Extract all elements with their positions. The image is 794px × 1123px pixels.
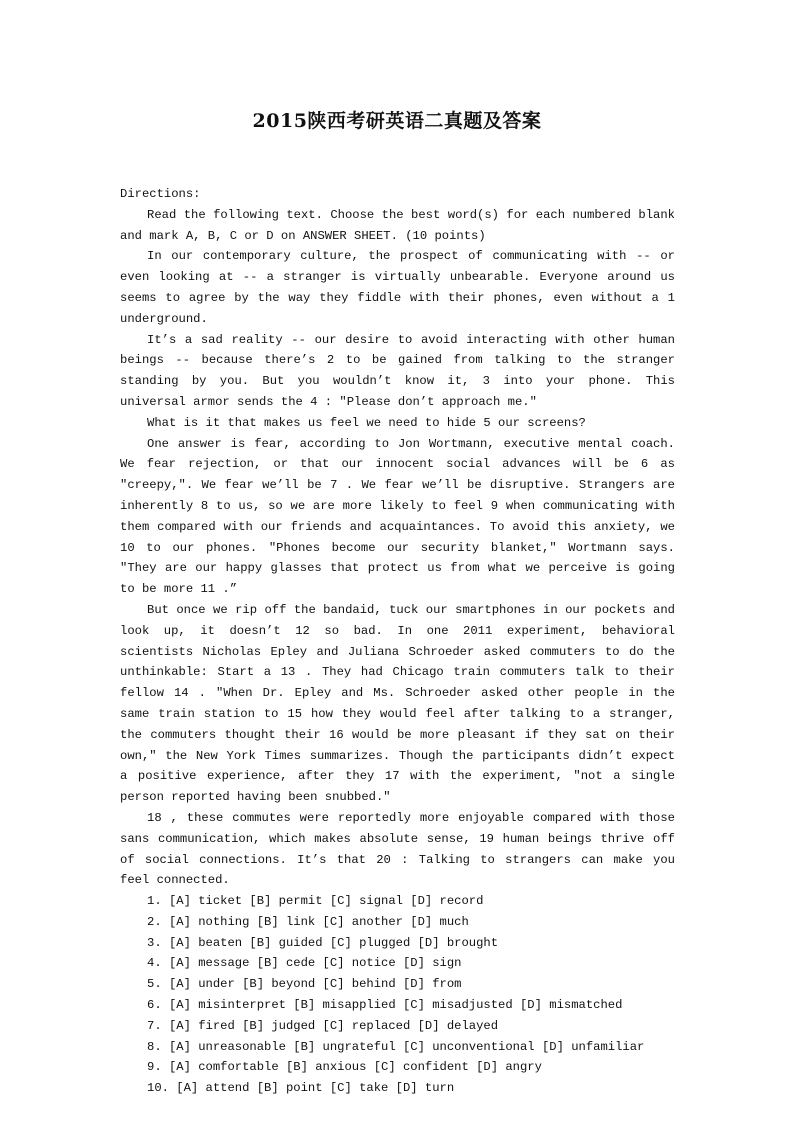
- answer-options-list: [120, 891, 675, 1099]
- option-item: 10. [A] attend [B] point [C] take [D] turn: [147, 1081, 455, 1096]
- option-item: 3. [A] beaten [B] guided [C] plugged [D] brought: [147, 935, 499, 950]
- option-item: 5. [A] under [B] beyond [C] behind [D] from: [147, 977, 462, 992]
- passage-paragraph: One answer is fear, according to Jon Wortmann, executive mental coach. We fear rejection, or that our innocent social advances will be 6 as "creepy,". We fear we’ll be 7 . We fear we’ll be disruptive. Strangers are inherently 8 to us, so we are more likely to feel 9 when communicating with them compared with our friends and acquaintances. To avoid this anxiety, we 10 to our phones. "Phones become our security blanket," Wortmann says. "They are our happy glasses that protect us from what we perceive is going to be more 11 .”: [120, 436, 675, 597]
- option-item: 7. [A] fired [B] judged [C] replaced [D] delayed: [147, 1018, 499, 1033]
- passage-paragraph: What is it that makes us feel we need to hide 5 our screens?: [147, 415, 586, 430]
- option-item: 2. [A] nothing [B] link [C] another [D] much: [147, 914, 469, 929]
- passage-paragraph: 18 , these commutes were reportedly more enjoyable compared with those sans communication, which makes absolute sense, 19 human beings thrive off of social connections. It’s that 20 : Talking to strangers can make you feel connected.: [120, 810, 675, 888]
- directions-heading: Directions:: [120, 187, 201, 201]
- option-item: 9. [A] comfortable [B] anxious [C] confident [D] angry: [147, 1060, 542, 1075]
- option-item: 1. [A] ticket [B] permit [C] signal [D] record: [147, 894, 484, 909]
- passage-paragraph: In our contemporary culture, the prospect of communicating with -- or even looking at -- a stranger is virtually unbearable. Everyone around us seems to agree by the way they fiddle with their phones, even without a 1 underground.: [120, 249, 675, 326]
- instructions-paragraph: Read the following text. Choose the best word(s) for each numbered blank and mark A, B, C or D on ANSWER SHEET. (10 points): [120, 207, 675, 243]
- passage-paragraph: It’s a sad reality -- our desire to avoid interacting with other human beings -- because there’s 2 to be gained from talking to the stranger standing by you. But you wouldn’t know it, 3 into your phone. This universal armor sends the 4 : "Please don’t approach me.": [120, 332, 675, 409]
- option-item: 4. [A] message [B] cede [C] notice [D] sign: [147, 956, 462, 971]
- passage-paragraph: But once we rip off the bandaid, tuck our smartphones in our pockets and look up, it doesn’t 12 so bad. In one 2011 experiment, behavioral scientists Nicholas Epley and Juliana Schroeder asked commuters to do the unthinkable: Start a 13 . They had Chicago train commuters talk to their fellow 14 . "When Dr. Epley and Ms. Schroeder asked other people in the same train station to 15 how they would feel after talking to a stranger, the commuters thought their 16 would be more pleasant if they sat on their own," the New York Times summarizes. Though the participants didn’t expect a positive experience, after they 17 with the experiment, "not a single person reported having been snubbed.": [120, 602, 675, 805]
- option-item: 6. [A] misinterpret [B] misapplied [C] misadjusted [D] mismatched: [147, 998, 623, 1013]
- option-item: 8. [A] unreasonable [B] ungrateful [C] unconventional [D] unfamiliar: [147, 1039, 645, 1054]
- document-body: [120, 184, 675, 1099]
- document-title: 2015陕西考研英语二真题及答案: [252, 110, 542, 132]
